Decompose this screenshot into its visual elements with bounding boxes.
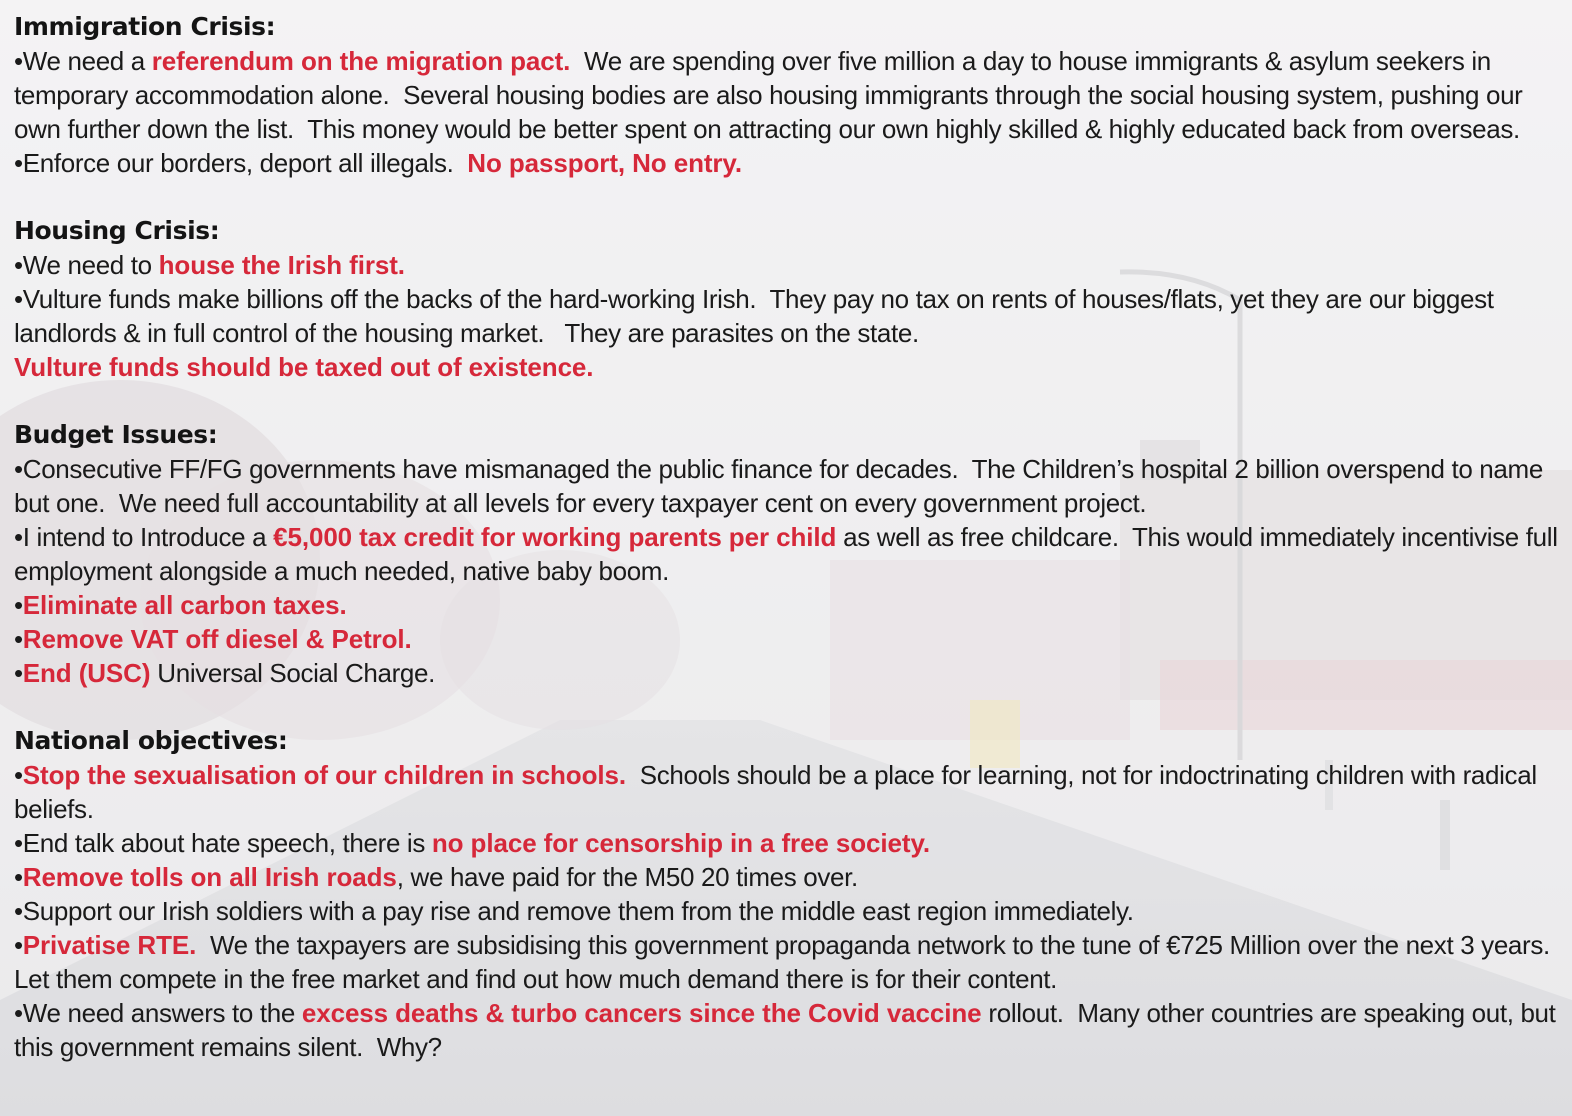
body-text: , we have paid for the M50 20 times over. [396, 862, 858, 892]
section-housing-crisis [14, 214, 1562, 384]
body-text: We need a [22, 46, 152, 76]
body-text: Support our Irish soldiers with a pay rise and remove them from the middle east region immediately. [22, 896, 1134, 926]
bullet-point [14, 282, 1562, 350]
highlight-text: €5,000 tax credit for working parents per child [273, 522, 837, 552]
highlight-text: house the Irish first. [158, 250, 405, 280]
bullet-marker: • [14, 284, 23, 314]
bullet-point [14, 146, 1562, 180]
highlight-text: no place for censorship in a free society. [431, 828, 931, 858]
bullet-marker: • [14, 930, 23, 960]
section-heading: Budget Issues: [14, 420, 218, 449]
highlight-text: excess deaths & turbo cancers since the Covid vaccine [301, 998, 982, 1028]
bullet-point [14, 894, 1562, 928]
body-text: Universal Social Charge. [150, 658, 436, 688]
bullet-point [14, 520, 1565, 588]
highlight-text: End (USC) [22, 658, 151, 688]
body-text: Consecutive FF/FG governments have mismanaged the public finance for decades. The Children’s hospital 2 billion overspend to name but one. We need full accountability at all levels for every taxpayer cent on every government project. [14, 454, 1550, 518]
bullet-marker: • [14, 590, 23, 620]
bullet-point [14, 350, 1562, 384]
body-text: Schools should be a place for learning, not for indoctrinating children with radical beliefs. [14, 760, 1544, 824]
body-text: We the taxpayers are subsidising this government propaganda network to the tune of €725 Million over the next 3 years. Let them compete in the free market and find out how much demand there is for their content. [14, 930, 1564, 994]
bullet-point [14, 928, 1562, 996]
bullet-point [14, 860, 1562, 894]
bullet-marker: • [14, 148, 23, 178]
bullet-point [14, 452, 1562, 520]
highlight-text: Eliminate all carbon taxes. [22, 590, 347, 620]
bullet-marker: • [14, 862, 23, 892]
bullet-marker: • [14, 522, 23, 552]
body-text: rollout. Many other countries are speaking out, but this government remains silent. Why? [14, 998, 1563, 1062]
bullet-marker: • [14, 828, 23, 858]
bullet-marker: • [14, 250, 23, 280]
highlight-text: No passport, No entry. [467, 148, 742, 178]
bullet-point [14, 622, 1562, 656]
bullet-point [14, 588, 1562, 622]
highlight-text: Privatise RTE. [22, 930, 197, 960]
bullet-marker: • [14, 658, 23, 688]
highlight-text: Stop the sexualisation of our children in schools. [22, 760, 626, 790]
bullet-point [14, 656, 1562, 690]
bullet-marker: • [14, 454, 23, 484]
body-text: We are spending over five million a day to house immigrants & asylum seekers in temporary accommodation alone. Several housing bodies are also housing immigrants through the social housing system, pushing our own further down the list. This money would be better spent on attracting our own highly skilled & highly educated back from overseas. [14, 46, 1530, 144]
bullet-point [14, 758, 1562, 826]
highlight-text: referendum on the migration pact. [151, 46, 571, 76]
section-heading: Immigration Crisis: [14, 12, 276, 41]
body-text: as well as free childcare. This would immediately incentivise full employment alongside a much needed, native baby boom. [14, 522, 1565, 586]
body-text: We need to [22, 250, 159, 280]
highlight-text: Remove VAT off diesel & Petrol. [22, 624, 412, 654]
bullet-marker: • [14, 896, 23, 926]
bullet-marker: • [14, 998, 23, 1028]
body-text: I intend to Introduce a [22, 522, 274, 552]
section-budget-issues [14, 418, 1565, 690]
bullet-point [14, 996, 1562, 1064]
section-national-objectives [14, 724, 1562, 1064]
manifesto-text [14, 10, 1565, 1064]
section-heading: Housing Crisis: [14, 216, 220, 245]
body-text: End talk about hate speech, there is [22, 828, 432, 858]
bullet-marker: • [14, 760, 23, 790]
section-heading: National objectives: [14, 726, 288, 755]
bullet-point [14, 248, 1562, 282]
bullet-point [14, 826, 1562, 860]
highlight-text: Vulture funds should be taxed out of existence. [14, 352, 594, 382]
highlight-text: Remove tolls on all Irish roads [22, 862, 397, 892]
body-text: Enforce our borders, deport all illegals. [22, 148, 468, 178]
section-immigration-crisis [14, 10, 1562, 180]
body-text: We need answers to the [22, 998, 302, 1028]
body-text: Vulture funds make billions off the backs of the hard-working Irish. They pay no tax on rents of houses/flats, yet they are our biggest landlords & in full control of the housing market. They are parasites on the state. [14, 284, 1501, 348]
bullet-point [14, 44, 1562, 146]
bullet-marker: • [14, 624, 23, 654]
bullet-marker: • [14, 46, 23, 76]
